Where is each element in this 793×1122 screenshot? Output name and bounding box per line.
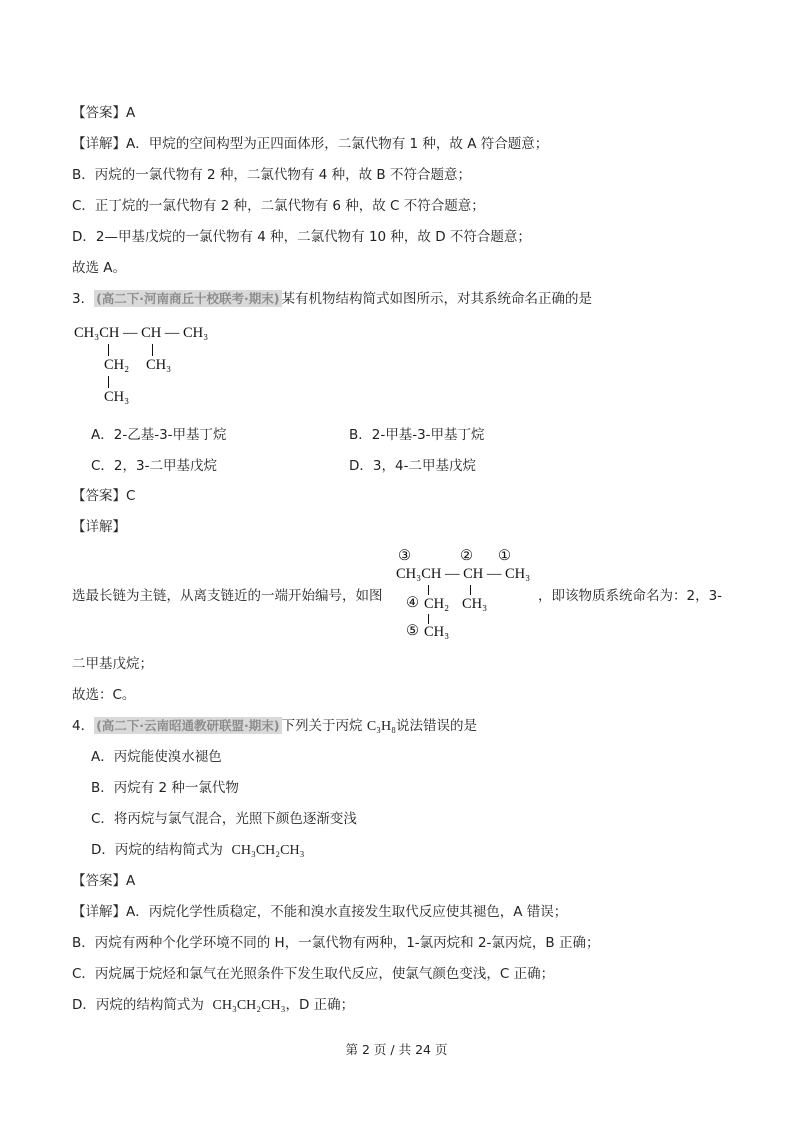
bond-line <box>428 585 429 595</box>
structure-branch-ch3: CH₃ <box>146 357 172 373</box>
q3-option-c: C．2，3-二甲基戊烷 <box>91 458 217 474</box>
q4-detail-d-formula: CH₃CH₂CH₃ <box>212 998 286 1013</box>
structure-terminal-ch3: CH₃ <box>104 389 130 405</box>
q4-option-d-formula: CH₃CH₂CH₃ <box>231 843 305 858</box>
bond-line <box>152 344 153 356</box>
q4-number: 4． <box>72 718 95 734</box>
q4-option-c: C．将丙烷与氯气混合，光照下颜色逐渐变浅 <box>91 811 357 827</box>
q2-detail-c: C．正丁烷的一氯代物有 2 种，二氯代物有 6 种，故 C 不符合题意； <box>72 198 485 214</box>
q4-option-d-prefix: D．丙烷的结构简式为 <box>91 842 223 858</box>
bond-line <box>108 344 109 356</box>
carbon-number-1: ① <box>498 548 511 564</box>
q4-detail-b: B．丙烷有两种个化学环境不同的 H，一氯代物有两种，1-氯丙烷和 2-氯丙烷，B 正确； <box>72 935 600 951</box>
q3-source-tag: (高二下·河南商丘十校联考·期末) <box>96 291 280 306</box>
q3-answer: 【答案】C <box>72 488 136 504</box>
q4-option-a: A．丙烷能使溴水褪色 <box>91 749 222 765</box>
q3-option-d: D．3，4-二甲基戊烷 <box>349 458 476 474</box>
q4-stem-prefix: 下列关于丙烷 <box>281 718 363 734</box>
q2-detail-b: B．丙烷的一氯代物有 2 种，二氯代物有 4 种，故 B 不符合题意； <box>72 167 471 183</box>
q4-detail-c: C．丙烷属于烷烃和氯气在光照条件下发生取代反应，使氯气颜色变浅，C 正确； <box>72 966 555 982</box>
bond-line <box>428 614 429 624</box>
q3-stem: 某有机物结构简式如图所示，对其系统命名正确的是 <box>281 291 593 307</box>
q3-detail-after: ，即该物质系统命名为：2，3- <box>538 588 723 604</box>
q4-stem-suffix: 说法错误的是 <box>396 718 478 734</box>
structure-main-chain: CH₃CH — CH — CH₃ <box>74 325 209 341</box>
structure-branch-ch3: CH₃ <box>462 596 488 612</box>
q4-stem-line <box>72 717 477 736</box>
q4-option-b: B．丙烷有 2 种一氯代物 <box>91 780 239 796</box>
q4-answer: 【答案】A <box>72 873 136 889</box>
bond-line <box>108 376 109 388</box>
q3-detail-before: 选最长链为主链，从离支链近的一端开始编号，如图 <box>72 588 383 604</box>
carbon-number-3: ③ <box>398 548 411 564</box>
q4-detail-a: 【详解】A．丙烷化学性质稳定，不能和溴水直接发生取代反应使其褪色，A 错误； <box>72 904 568 920</box>
q2-conclusion: 故选 A。 <box>72 260 127 276</box>
q3-option-a: A．2-乙基-3-甲基丁烷 <box>91 427 227 443</box>
bond-line <box>470 585 471 595</box>
page-footer: 第 2 页 / 共 24 页 <box>345 1042 448 1057</box>
q3-conclusion: 故选：C。 <box>72 687 136 703</box>
structure-terminal-ch3: CH₃ <box>424 624 450 640</box>
q3-stem-line <box>72 290 592 308</box>
q2-detail-d: D．2—甲基戊烷的一氯代物有 4 种，二氯代物有 10 种，故 D 不符合题意； <box>72 229 531 245</box>
q4-source-tag: (高二下·云南昭通教研联盟·期末) <box>96 718 280 733</box>
q3-detail-wrap: 二甲基戊烷； <box>72 656 153 672</box>
q2-answer: 【答案】A <box>72 105 136 121</box>
carbon-number-4: ④ <box>406 595 419 611</box>
q2-detail-a: 【详解】A．甲烷的空间构型为正四面体形，二氯代物有 1 种，故 A 符合题意； <box>72 136 549 152</box>
q3-option-b: B．2-甲基-3-甲基丁烷 <box>349 427 485 443</box>
carbon-number-5: ⑤ <box>406 623 419 639</box>
structure-main-chain: CH₃CH — CH — CH₃ <box>396 566 531 582</box>
q4-detail-d-suffix: ，D 正确； <box>285 997 355 1013</box>
q3-number: 3． <box>72 291 95 307</box>
q4-detail-d <box>72 996 354 1015</box>
carbon-number-2: ② <box>460 548 473 564</box>
structure-branch-ch2: CH₂ <box>424 596 450 612</box>
q3-detail-label: 【详解】 <box>72 519 126 535</box>
q4-formula: C₃H₈ <box>366 719 397 734</box>
q3-numbered-structure <box>396 548 536 640</box>
q4-option-d <box>91 841 305 860</box>
q4-detail-d-prefix: D．丙烷的结构简式为 <box>72 997 204 1013</box>
structure-branch-ch2: CH₂ <box>104 357 130 373</box>
q3-structure-formula <box>74 322 234 412</box>
